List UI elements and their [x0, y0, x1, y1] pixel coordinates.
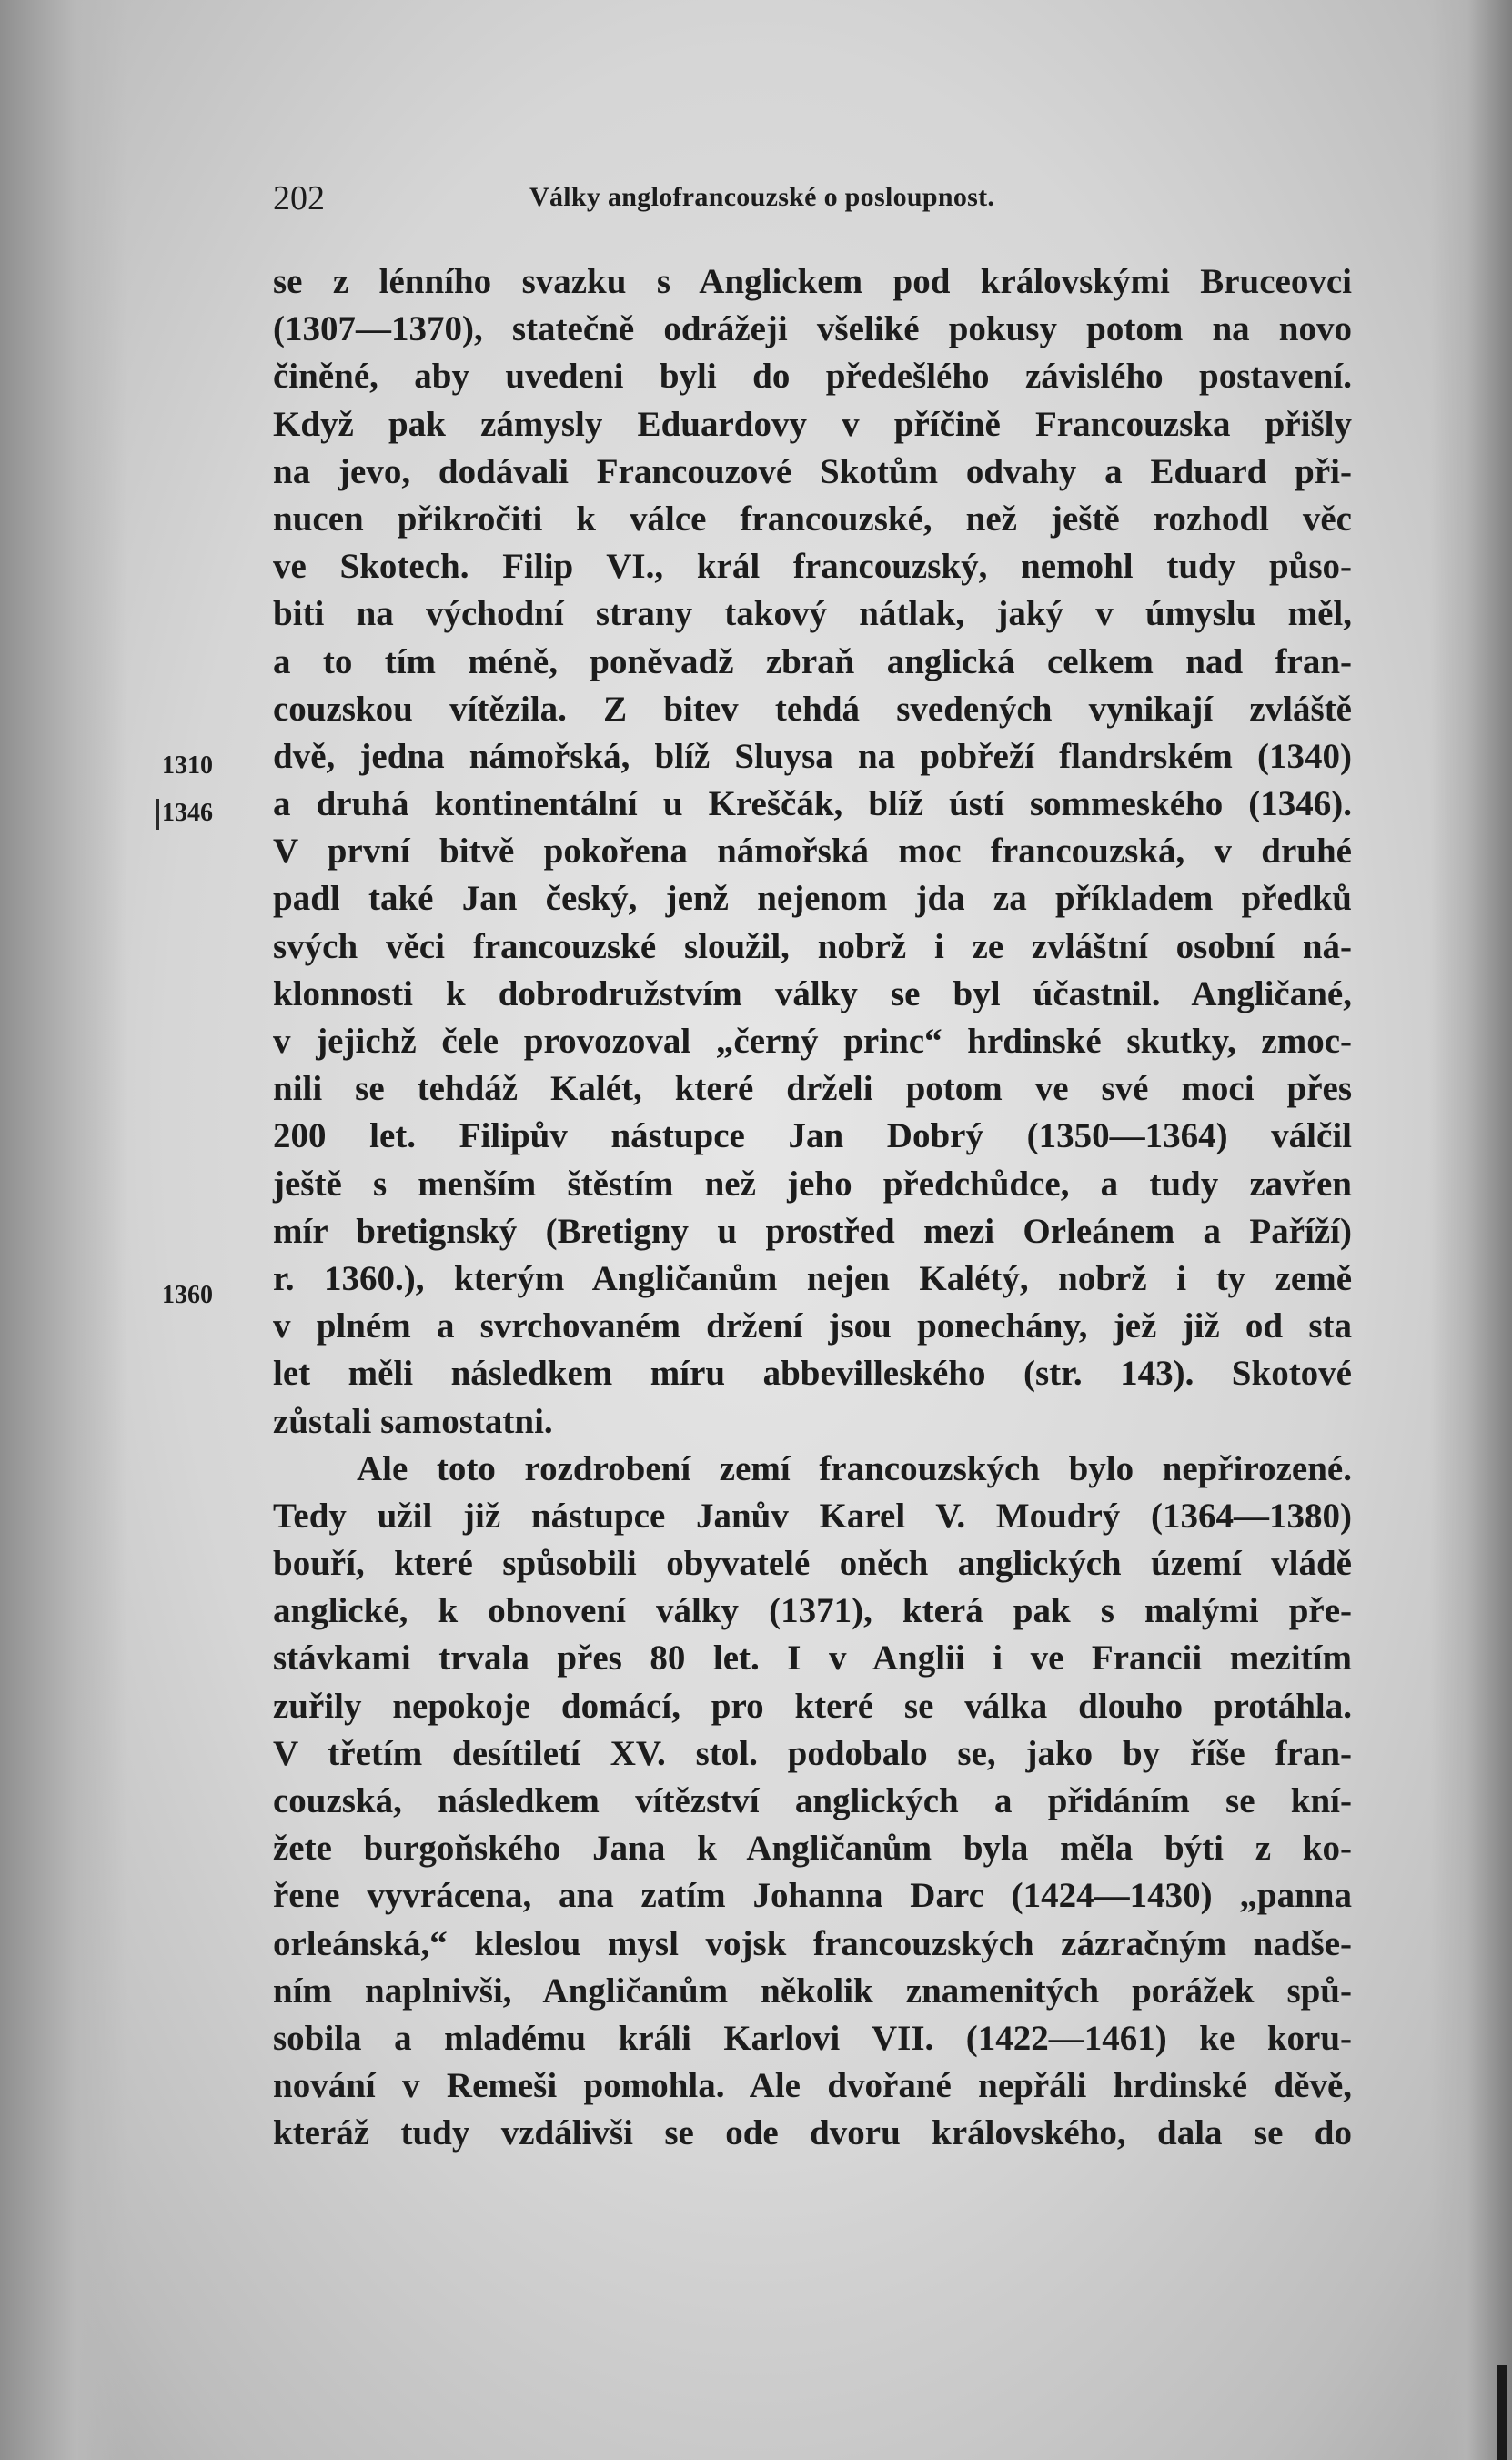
text-line: nili se tehdáž Kalét, které drželi potom ve své moci přes	[273, 1069, 1352, 1109]
text-line: sobila a mladému králi Karlovi VII. (1422—1461) ke koru-	[273, 2018, 1352, 2058]
text-line: padl také Jan český, jenž nejenom jda za příkladem předků	[273, 879, 1352, 919]
scan-shadow-right	[1430, 0, 1512, 2460]
text-line: couzskou vítězila. Z bitev tehdá svedených vynikají zvláště	[273, 689, 1352, 729]
text-line: Ale toto rozdrobení zemí francouzských bylo nepřirozené.	[357, 1448, 1352, 1488]
text-line: dvě, jedna námořská, blíž Sluysa na pobřeží flandrském (1340)	[273, 736, 1352, 776]
text-line: zůstali samostatni.	[273, 1401, 553, 1441]
text-line: mír bretignský (Bretigny u prostřed mezi Orleánem a Paříží)	[273, 1211, 1352, 1251]
text-line: nování v Remeši pomohla. Ale dvořané nepřáli hrdinské děvě,	[273, 2066, 1352, 2106]
text-line: v jejichž čele provozoval „černý princ“ hrdinské skutky, zmoc-	[273, 1022, 1352, 1061]
text-line: V první bitvě pokořena námořská moc francouzská, v druhé	[273, 832, 1352, 872]
text-line: ním naplnivši, Angličanům několik znamenitých porážek spů-	[273, 1971, 1352, 2011]
text-line: anglické, k obnovení války (1371), která pak s malými pře-	[273, 1591, 1352, 1631]
text-line: biti na východní strany takový nátlak, jaký v úmyslu měl,	[273, 594, 1352, 634]
scan-edge-mark	[1497, 2365, 1507, 2460]
margin-year-1310: 1310	[162, 751, 213, 780]
text-line: ve Skotech. Filip VI., král francouzský, nemohl tudy půso-	[273, 547, 1352, 587]
page-header	[273, 178, 1352, 224]
margin-bracket	[156, 799, 159, 830]
scan-shadow-left	[0, 0, 127, 2460]
running-head: Války anglofrancouzské o posloupnost.	[529, 182, 995, 212]
text-line: činěné, aby uvedeni byli do předešlého závislého postavení.	[273, 357, 1352, 397]
text-line: Tedy užil již nástupce Janův Karel V. Moudrý (1364—1380)	[273, 1496, 1352, 1536]
text-line: se z lénního svazku s Anglickem pod královskými Bruceovci	[273, 262, 1352, 301]
margin-year-1360: 1360	[162, 1281, 213, 1309]
text-line: klonnosti k dobrodružstvím války se byl účastnil. Angličané,	[273, 973, 1352, 1013]
text-line: r. 1360.), kterým Angličanům nejen Kalétý, nobrž i ty země	[273, 1258, 1352, 1298]
text-line: na jevo, dodávali Francouzové Skotům odvahy a Eduard při-	[273, 451, 1352, 491]
text-line: ještě s menším štěstím než jeho předchůdce, a tudy zavřen	[273, 1164, 1352, 1204]
text-line: Když pak zámysly Eduardovy v příčině Francouzska přišly	[273, 404, 1352, 444]
text-line: nucen přikročiti k válce francouzské, než ještě rozhodl věc	[273, 499, 1352, 539]
text-line: žete burgoňského Jana k Angličanům byla měla býti z ko-	[273, 1829, 1352, 1869]
text-line: 200 let. Filipův nástupce Jan Dobrý (1350—1364) válčil	[273, 1116, 1352, 1156]
text-line: a to tím méně, poněvadž zbraň anglická celkem nad fran-	[273, 641, 1352, 681]
text-line: let měli následkem míru abbevilleského (str. 143). Skotové	[273, 1354, 1352, 1394]
text-line: v plném a svrchovaném držení jsou ponechány, jež již od sta	[273, 1306, 1352, 1346]
text-line: orleánská,“ kleslou mysl vojsk francouzských zázračným nadše-	[273, 1923, 1352, 1963]
text-line: a druhá kontinentální u Kreščák, blíž ústí sommeského (1346).	[273, 784, 1352, 824]
margin-year-1346: 1346	[162, 799, 213, 827]
text-line: bouří, které spůsobili obyvatelé oněch anglických území vládě	[273, 1544, 1352, 1584]
text-line: kteráž tudy vzdálivši se ode dvoru královského, dala se do	[273, 2113, 1352, 2153]
page-number: 202	[273, 179, 325, 217]
text-line: couzská, následkem vítězství anglických a přidáním se kní-	[273, 1781, 1352, 1820]
text-line: (1307—1370), statečně odrážeji všeliké pokusy potom na novo	[273, 309, 1352, 349]
text-line: stávkami trvala přes 80 let. I v Anglii i ve Francii mezitím	[273, 1638, 1352, 1679]
text-line: zuřily nepokoje domácí, pro které se válka dlouho protáhla.	[273, 1686, 1352, 1726]
text-line: svých věci francouzské sloužil, nobrž i ze zvláštní osobní ná-	[273, 926, 1352, 966]
text-line: řene vyvrácena, ana zatím Johanna Darc (1424—1430) „panna	[273, 1876, 1352, 1916]
body-text	[273, 258, 1352, 2158]
text-line: V třetím desítiletí XV. stol. podobalo se, jako by říše fran-	[273, 1733, 1352, 1773]
